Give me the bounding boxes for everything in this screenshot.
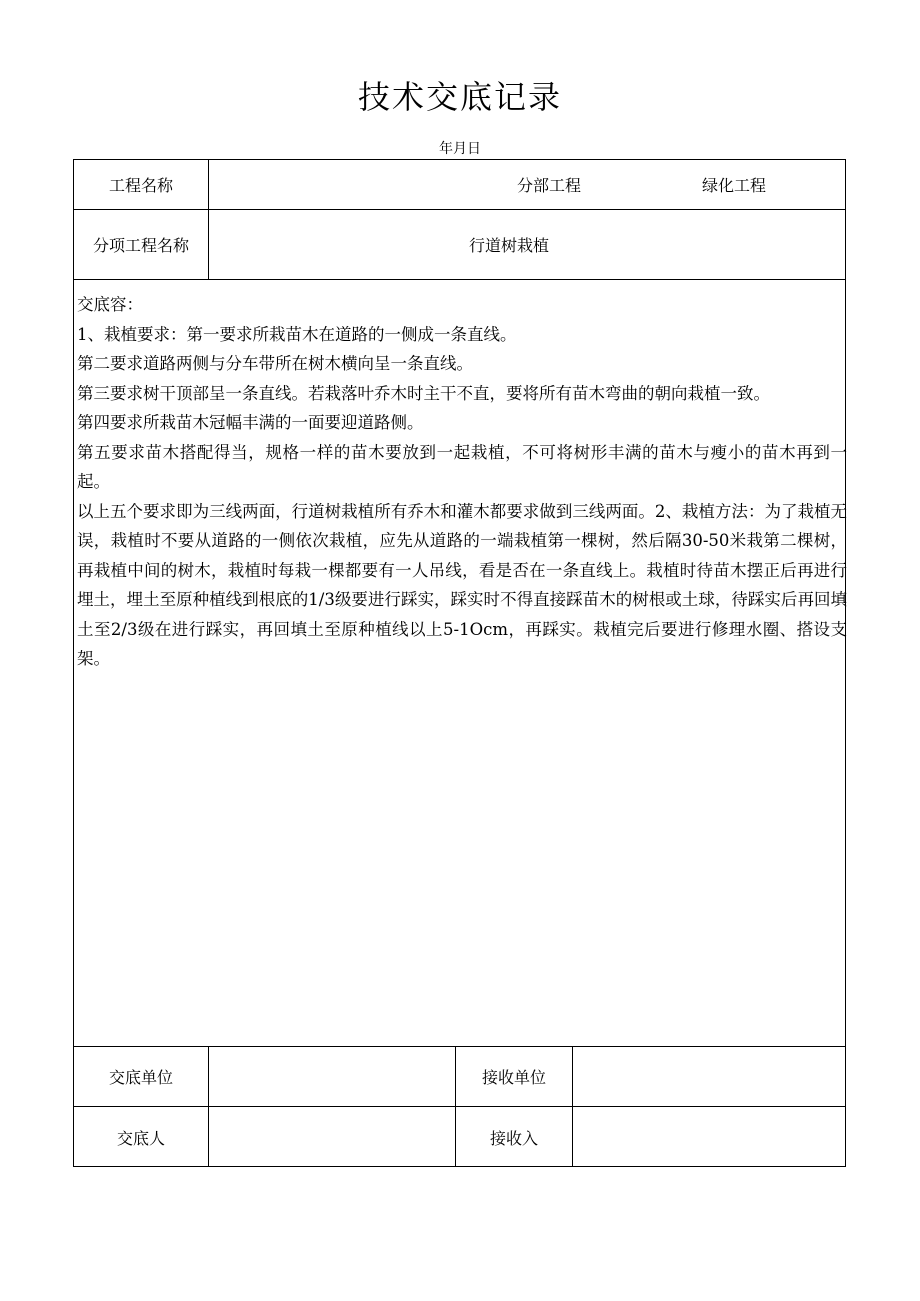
document-title: 技术交底记录 [357,78,562,116]
sub-project-label: 分部工程 [516,176,581,195]
receiver-label: 接收入 [489,1128,538,1148]
content-paragraph: 以上五个要求即为三线两面，行道树栽植所有乔木和灌木都要求做到三线两面。2、栽植方法：为了栽植无误，栽植时不要从道路的一侧依次栽植，应先从道路的一端栽植第一棵树，然后隔30-50米栽第二棵树，再栽植中间的树木，栽植时每栽一棵都要有一人吊线，看是否在一条直线上。栽植时待苗木摆正后再进行埋土，埋土至原种植线到根底的1/3级要进行踩实，踩实时不得直接踩苗木的树根或土球，待踩实后再回填土至2/3级在进行踩实，再回填土至原种植线以上5-1Ocm，再踩实。栽植完后要进行修理水圈、搭设支架。 [77,501,847,668]
sub-project-value[interactable]: 绿化工程 [701,176,766,195]
row-divider-2 [74,279,845,280]
content-paragraph: 第三要求树干顶部呈一条直线。若栽落叶乔木时主干不直，要将所有苗木弯曲的朝向栽植一致。 [77,383,770,403]
receiving-unit-value[interactable] [573,1047,845,1106]
handover-person-label: 交底人 [116,1128,165,1148]
receiver-value[interactable] [573,1107,845,1167]
content-heading: 交底容： [77,295,143,314]
handover-unit-label: 交底单位 [108,1068,173,1087]
content-paragraph: 第二要求道路两侧与分车带所在树木横向呈一条直线。 [77,354,473,373]
receiving-unit-label: 接收单位 [481,1068,546,1087]
handover-person-value[interactable] [209,1107,455,1167]
handover-record-table [73,159,846,1167]
date-line: 年月日 [439,141,481,157]
content-paragraph: 第四要求所栽苗木冠幅丰满的一面要迎道路侧。 [77,413,424,432]
item-name-label: 分项工程名称 [92,236,189,255]
item-name-value[interactable]: 行道树栽植 [468,236,549,255]
project-name-label: 工程名称 [108,176,173,195]
handover-unit-value[interactable] [209,1047,455,1106]
content-paragraph: 1、栽植要求：第一要求所栽苗木在道路的一侧成一条直线。 [77,324,517,344]
content-paragraph: 第五要求苗木搭配得当，规格一样的苗木要放到一起栽植，不可将树形丰满的苗木与瘦小的苗木再到一起。 [77,442,847,491]
handover-content [77,290,847,674]
project-name-value[interactable] [209,160,459,209]
